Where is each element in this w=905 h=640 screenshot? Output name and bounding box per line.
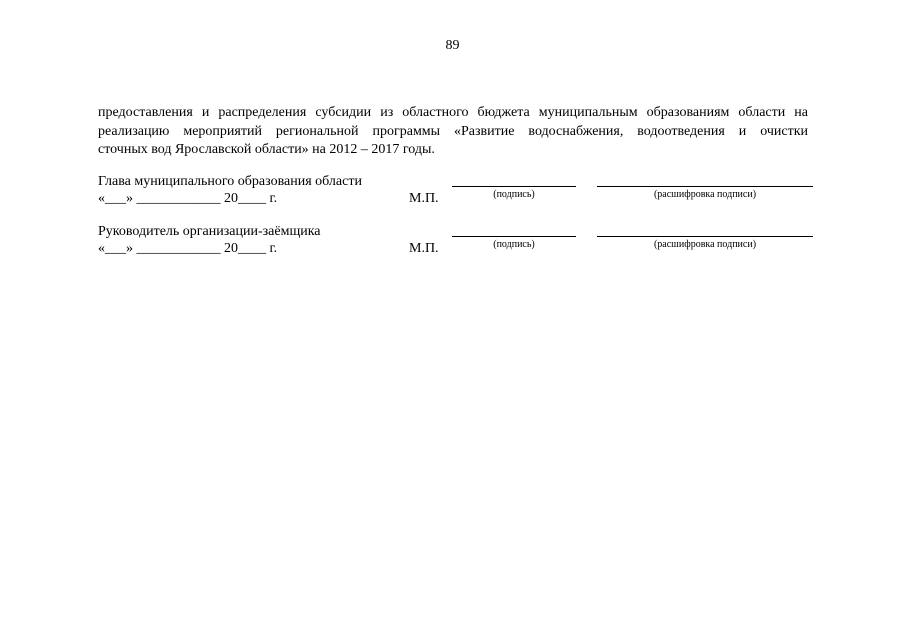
- signature-decode-line: [597, 186, 813, 187]
- signature-decode-line: [597, 236, 813, 237]
- signature-caption: (подпись): [493, 239, 535, 250]
- stamp-place: М.П.: [409, 241, 439, 256]
- signature-decode-caption: (расшифровка подписи): [653, 239, 757, 250]
- signatory-title: Глава муниципального образования области: [98, 174, 362, 189]
- signature-line: [452, 186, 576, 187]
- signature-block-head: [0, 174, 905, 214]
- date-field: «___» ____________ 20____ г.: [98, 191, 278, 206]
- signature-decode-caption: (расшифровка подписи): [653, 189, 757, 200]
- paragraph-line: реализацию мероприятий региональной программы «Развитие водоснабжения, водоотведения и очистки: [98, 123, 808, 139]
- signature-block-borrower: [0, 224, 905, 264]
- signature-caption: (подпись): [493, 189, 535, 200]
- stamp-place: М.П.: [409, 191, 439, 206]
- paragraph-line: предоставления и распределения субсидии из областного бюджета муниципальным образованиям области на: [98, 105, 808, 120]
- page-number: 89: [445, 38, 460, 53]
- paragraph-line: сточных вод Ярославской области» на 2012 – 2017 годы.: [98, 142, 435, 157]
- date-field: «___» ____________ 20____ г.: [98, 241, 278, 256]
- body-paragraph: [98, 104, 808, 160]
- signatory-title: Руководитель организации-заёмщика: [98, 224, 321, 239]
- signature-line: [452, 236, 576, 237]
